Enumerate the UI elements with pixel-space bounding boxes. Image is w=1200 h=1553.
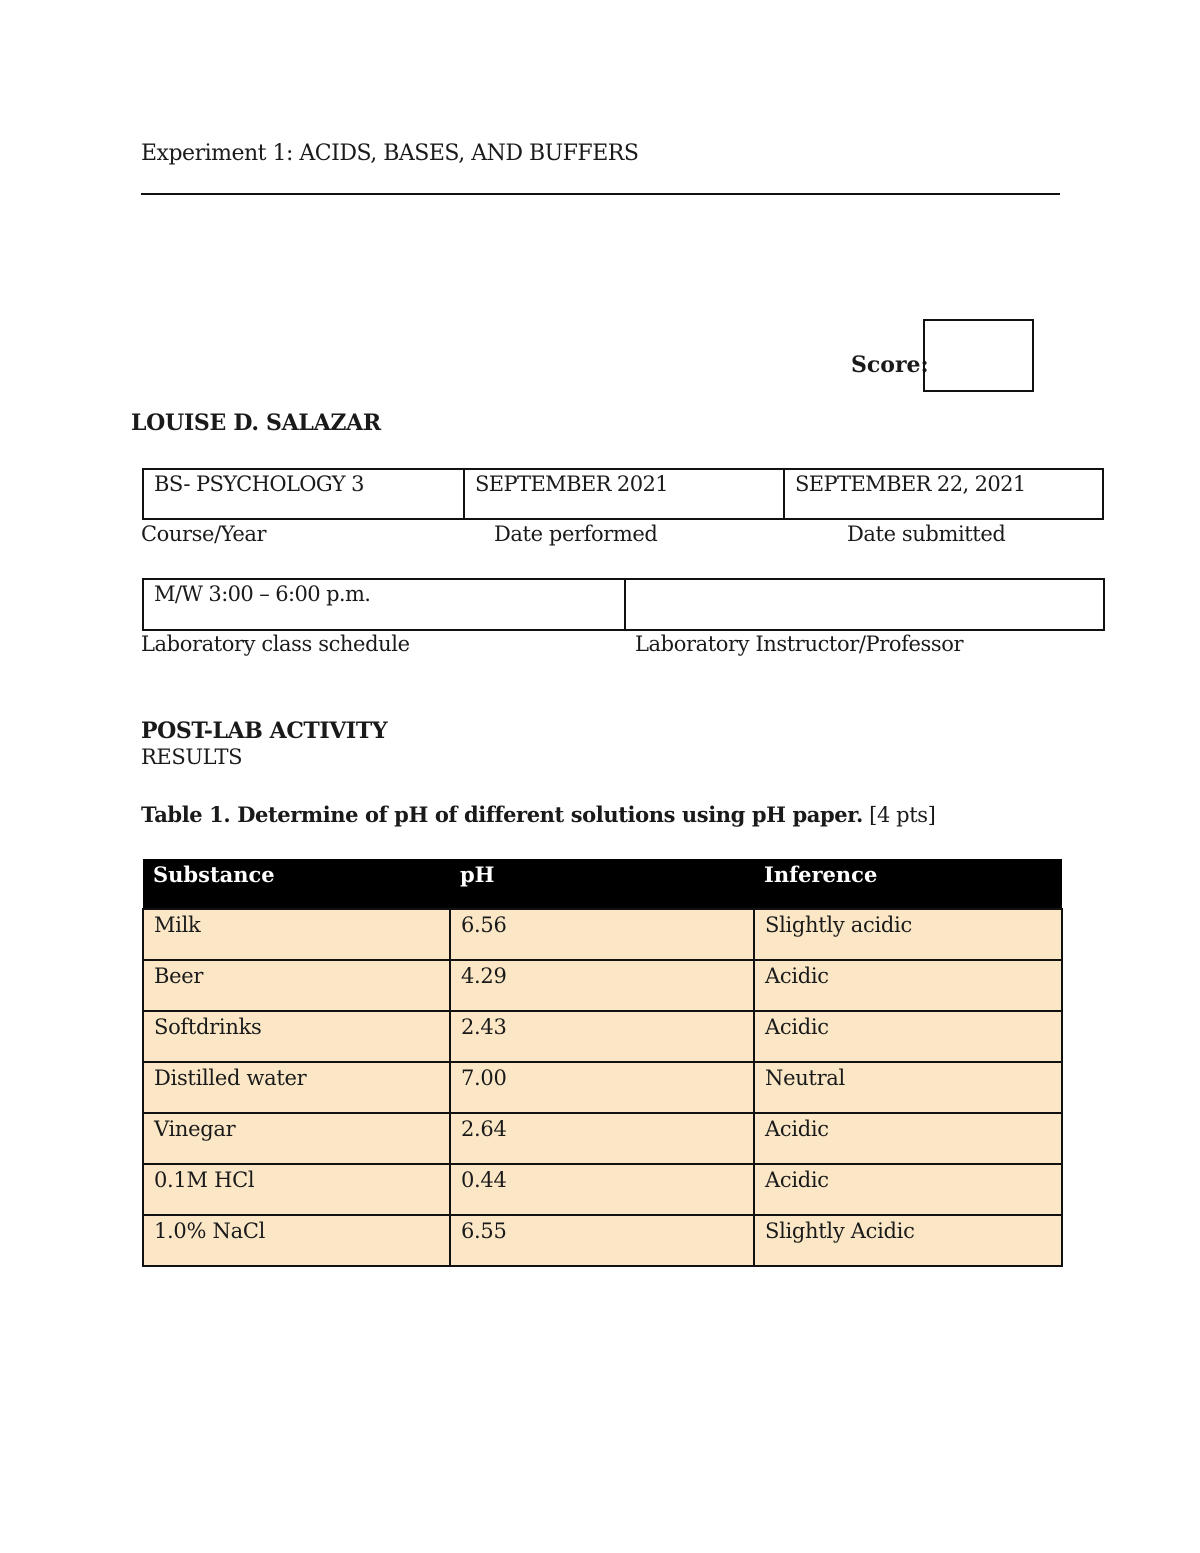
cell-ph: 2.43 <box>450 1011 754 1062</box>
experiment-title: Experiment 1: ACIDS, BASES, AND BUFFERS <box>141 141 639 166</box>
cell-inference: Acidic <box>754 1113 1062 1164</box>
table-row <box>143 1062 1062 1113</box>
cell-inference: Acidic <box>754 960 1062 1011</box>
cell-substance: Vinegar <box>143 1113 450 1164</box>
cell-inference: Acidic <box>754 1011 1062 1062</box>
cell-inference: Slightly acidic <box>754 909 1062 960</box>
instructor-label: Laboratory Instructor/Professor <box>635 632 964 656</box>
table-row <box>143 909 1062 960</box>
cell-substance: Distilled water <box>143 1062 450 1113</box>
date-performed-label: Date performed <box>494 522 658 546</box>
table-row <box>143 1011 1062 1062</box>
course-year-value: BS- PSYCHOLOGY 3 <box>144 470 465 518</box>
info-row-schedule-instructor <box>142 578 1105 631</box>
course-year-label: Course/Year <box>141 522 267 546</box>
header-ph: pH <box>450 859 754 909</box>
cell-substance: 0.1M HCl <box>143 1164 450 1215</box>
date-submitted-value: SEPTEMBER 22, 2021 <box>795 472 1026 496</box>
instructor-value <box>626 580 1103 629</box>
score-box <box>923 319 1034 392</box>
table-row <box>143 1215 1062 1266</box>
table-row <box>143 960 1062 1011</box>
date-performed-value: SEPTEMBER 2021 <box>465 470 785 518</box>
cell-ph: 0.44 <box>450 1164 754 1215</box>
cell-substance: Softdrinks <box>143 1011 450 1062</box>
cell-substance: 1.0% NaCl <box>143 1215 450 1266</box>
schedule-value: M/W 3:00 – 6:00 p.m. <box>144 580 626 629</box>
score-label: Score: <box>851 352 929 378</box>
cell-ph: 2.64 <box>450 1113 754 1164</box>
table-row <box>143 1113 1062 1164</box>
table-caption-title: Table 1. Determine of pH of different solutions using pH paper. <box>141 802 863 827</box>
info-row-course-dates <box>142 468 1104 520</box>
header-divider <box>141 193 1060 195</box>
cell-inference: Acidic <box>754 1164 1062 1215</box>
cell-ph: 6.55 <box>450 1215 754 1266</box>
section-subtitle: RESULTS <box>141 745 243 769</box>
cell-ph: 4.29 <box>450 960 754 1011</box>
schedule-label: Laboratory class schedule <box>141 632 410 656</box>
section-title: POST-LAB ACTIVITY <box>141 718 388 744</box>
table-caption-points: [4 pts] <box>862 803 936 827</box>
cell-substance: Milk <box>143 909 450 960</box>
student-name: LOUISE D. SALAZAR <box>131 410 381 436</box>
cell-ph: 6.56 <box>450 909 754 960</box>
cell-inference: Slightly Acidic <box>754 1215 1062 1266</box>
table-header-row <box>143 859 1062 909</box>
header-inference: Inference <box>754 859 1062 909</box>
ph-results-table <box>142 859 1063 1267</box>
cell-substance: Beer <box>143 960 450 1011</box>
date-submitted-label: Date submitted <box>847 522 1006 546</box>
table-caption <box>141 802 935 827</box>
table-row <box>143 1164 1062 1215</box>
header-substance: Substance <box>143 859 450 909</box>
cell-inference: Neutral <box>754 1062 1062 1113</box>
cell-ph: 7.00 <box>450 1062 754 1113</box>
